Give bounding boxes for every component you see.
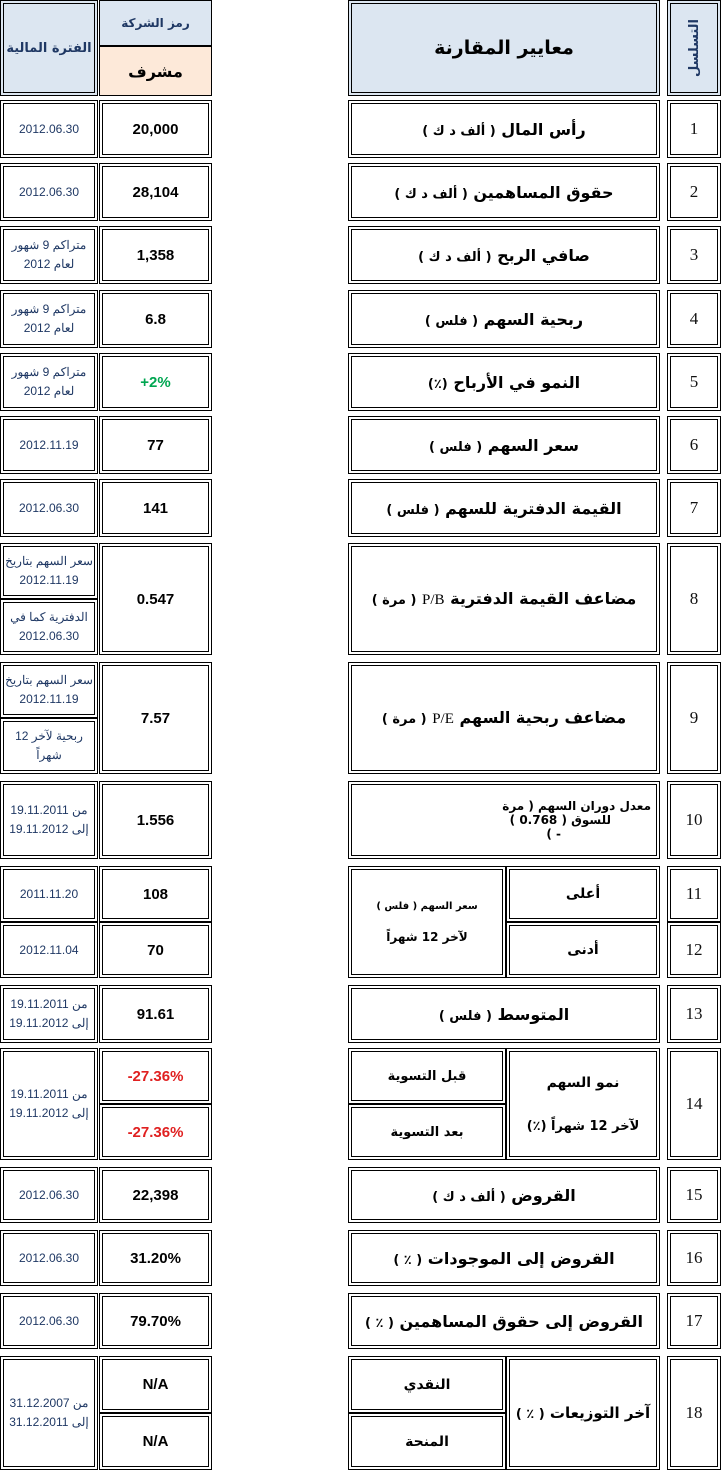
criteria-unit: ( ألف د ك ) <box>422 123 496 139</box>
period-cell <box>0 290 98 348</box>
period-line1: من 19.11.2011 <box>10 997 88 1011</box>
period-text: 2012.06.30 <box>18 1313 80 1328</box>
value-text: 1,358 <box>136 246 175 264</box>
sub-criteria-label: أعلى <box>565 886 601 902</box>
value-cell <box>99 662 212 774</box>
period-line2: لعام 2012 <box>23 257 75 271</box>
criteria-label: رأس المال <box>501 119 586 139</box>
period-line2: شهراً <box>36 748 62 762</box>
serial-cell <box>667 226 721 284</box>
serial-number: 3 <box>689 245 699 264</box>
criteria-cell <box>348 1293 660 1349</box>
period-cell <box>0 1048 98 1160</box>
ratio-code: P/B <box>422 592 445 608</box>
period-line2: لعام 2012 <box>23 384 75 398</box>
period-line2: إلى 31.12.2011 <box>9 1415 89 1429</box>
serial-number: 17 <box>685 1311 703 1330</box>
price-group-line2: لآخر 12 شهراً <box>386 929 468 944</box>
growth-group-line1: نمو السهم <box>546 1074 620 1091</box>
criteria-text <box>386 499 621 518</box>
sub-criteria-label: قبل التسوية <box>387 1068 467 1084</box>
criteria-text <box>393 1249 614 1268</box>
period-cell <box>0 1230 98 1286</box>
value-cell <box>99 1167 212 1223</box>
price-group-line1: سعر السهم ( فلس ) <box>376 900 478 912</box>
period-line2: إلى 19.11.2012 <box>9 822 89 836</box>
period-line2: لعام 2012 <box>23 321 75 335</box>
criteria-cell <box>348 1230 660 1286</box>
period-text: 2012.06.30 <box>18 1187 80 1202</box>
value-cell <box>99 922 212 978</box>
serial-cell <box>667 100 721 158</box>
serial-cell <box>667 922 721 978</box>
value-text: 1.556 <box>136 811 175 829</box>
criteria-label: القروض إلى حقوق المساهمين <box>399 1311 643 1331</box>
value-text: 79.70% <box>130 1312 181 1330</box>
criteria-text <box>382 708 626 728</box>
value-text: 70 <box>147 941 164 959</box>
period-cell <box>0 718 98 774</box>
value-text: 20,000 <box>132 120 179 138</box>
value-cell <box>99 290 212 348</box>
period-line1: الدفترية كما في <box>10 610 88 624</box>
serial-cell <box>667 163 721 221</box>
criteria-unit: (٪) <box>427 376 448 392</box>
serial-cell <box>667 1167 721 1223</box>
serial-cell <box>667 1356 721 1470</box>
price-group-cell <box>348 866 506 978</box>
serial-number: 4 <box>689 309 699 328</box>
value-text: 6.8 <box>145 310 166 328</box>
sub-criteria-cell <box>348 1413 506 1470</box>
serial-cell <box>667 543 721 655</box>
value-text: 108 <box>142 885 169 903</box>
value-cell <box>99 866 212 922</box>
criteria-text <box>428 373 580 392</box>
serial-number: 2 <box>689 182 699 201</box>
serial-number: 12 <box>685 940 703 959</box>
criteria-text <box>429 436 579 455</box>
period-line1: متراكم 9 شهور <box>11 365 87 379</box>
criteria-text <box>422 120 585 139</box>
criteria-cell <box>348 290 660 348</box>
serial-number: 10 <box>685 810 703 829</box>
period-cell <box>0 866 98 922</box>
criteria-label: القيمة الدفترية للسهم <box>445 498 622 518</box>
serial-number: 14 <box>685 1094 703 1113</box>
sub-criteria-label: النقدي <box>403 1376 451 1393</box>
value-cell <box>99 1230 212 1286</box>
criteria-text <box>516 1404 650 1422</box>
criteria-unit: ( فلس ) <box>429 439 483 455</box>
criteria-label: ربحية السهم <box>483 309 584 329</box>
sub-criteria-cell <box>506 866 660 922</box>
period-line2: إلى 19.11.2012 <box>9 1106 89 1120</box>
growth-after-value: -27.36% <box>127 1123 184 1141</box>
sub-criteria-label: المنحة <box>405 1433 449 1450</box>
criteria-cell <box>348 543 660 655</box>
value-cell <box>99 1356 212 1413</box>
period-cell <box>0 416 98 474</box>
serial-cell <box>667 866 721 922</box>
criteria-cell <box>348 163 660 221</box>
criteria-unit: ( مرة ) <box>371 593 417 608</box>
growth-group-cell <box>506 1048 660 1160</box>
serial-number: 18 <box>685 1403 703 1422</box>
period-cell <box>0 543 98 599</box>
criteria-label: آخر التوزيعات <box>549 1404 651 1422</box>
value-text: 77 <box>147 436 164 454</box>
period-text: 2011.11.20 <box>19 886 79 901</box>
value-cell <box>99 416 212 474</box>
period-cell <box>0 1167 98 1223</box>
serial-number: 13 <box>685 1004 703 1023</box>
serial-cell <box>667 416 721 474</box>
criteria-label: المتوسط <box>497 1004 570 1024</box>
sub-criteria-cell <box>506 922 660 978</box>
criteria-unit: ( فلس ) <box>438 1008 492 1024</box>
criteria-line2: للسوق ( 0.768 ) <box>509 813 611 827</box>
serial-number: 7 <box>689 498 699 517</box>
period-text: 2012.11.04 <box>19 942 79 957</box>
period-line1: من 19.11.2011 <box>10 803 88 817</box>
value-text: N/A <box>142 1433 169 1450</box>
criteria-unit: ( ألف د ك ) <box>394 186 468 202</box>
criteria-cell <box>348 479 660 537</box>
period-line1: سعر السهم بتاريخ <box>5 554 93 568</box>
period-cell <box>0 100 98 158</box>
period-header <box>0 0 98 96</box>
criteria-unit: ( ٪ ) <box>393 1252 423 1268</box>
value-cell <box>99 479 212 537</box>
criteria-header-label: معايير المقارنة <box>434 37 574 59</box>
period-text: 2012.06.30 <box>18 184 80 199</box>
criteria-cell <box>348 662 660 774</box>
criteria-unit: ( ألف د ك ) <box>432 1189 506 1205</box>
criteria-text <box>418 246 590 265</box>
period-text: 2012.06.30 <box>18 500 80 515</box>
symbol-label-cell <box>99 0 212 46</box>
sub-criteria-cell <box>348 1048 506 1104</box>
sub-criteria-label: بعد التسوية <box>390 1124 464 1140</box>
criteria-cell <box>348 781 660 859</box>
criteria-text <box>372 589 637 609</box>
criteria-cell <box>348 1167 660 1223</box>
value-text: N/A <box>142 1376 169 1393</box>
symbol-label: رمز الشركة <box>121 16 190 30</box>
criteria-label: مضاعف ربحية السهم <box>459 708 627 727</box>
criteria-cell <box>348 100 660 158</box>
criteria-cell <box>348 985 660 1043</box>
criteria-unit: ( فلس ) <box>424 313 479 329</box>
serial-number: 1 <box>689 119 699 138</box>
company-symbol: مشرف <box>128 61 183 81</box>
value-text: 91.61 <box>136 1005 175 1023</box>
serial-cell <box>667 353 721 411</box>
period-text: 2012.06.30 <box>18 121 80 136</box>
criteria-label: القروض إلى الموجودات <box>427 1248 615 1268</box>
serial-header <box>667 0 721 96</box>
period-line2: 2012.11.19 <box>19 692 79 706</box>
period-cell <box>0 1356 98 1470</box>
period-cell <box>0 922 98 978</box>
serial-number: 6 <box>689 435 699 454</box>
serial-number: 9 <box>689 708 699 727</box>
value-cell <box>99 781 212 859</box>
serial-number: 16 <box>685 1248 703 1267</box>
value-text: 7.57 <box>140 709 171 727</box>
period-cell <box>0 1293 98 1349</box>
serial-number: 11 <box>685 884 703 903</box>
period-line1: ربحية لآخر 12 <box>15 729 83 743</box>
period-cell <box>0 163 98 221</box>
criteria-line1: معدل دوران السهم ( مرة <box>502 799 651 813</box>
period-line1: متراكم 9 شهور <box>11 302 87 316</box>
symbol-value-cell <box>99 46 212 96</box>
serial-cell <box>667 290 721 348</box>
period-cell <box>0 781 98 859</box>
period-line1: سعر السهم بتاريخ <box>5 673 93 687</box>
serial-number: 15 <box>685 1185 703 1204</box>
dividends-group-cell <box>506 1356 660 1470</box>
value-cell <box>99 1293 212 1349</box>
growth-value: +2% <box>140 373 171 391</box>
value-text: 0.547 <box>136 590 175 608</box>
period-text: 2012.06.30 <box>18 1250 80 1265</box>
period-header-label: الفترة المالية <box>6 40 92 56</box>
value-cell <box>99 1413 212 1470</box>
serial-header-label: التسلسل <box>686 18 702 77</box>
value-cell <box>99 1048 212 1104</box>
criteria-cell <box>348 416 660 474</box>
criteria-label: سعر السهم <box>487 435 579 455</box>
period-cell <box>0 353 98 411</box>
criteria-unit: ( فلس ) <box>386 502 440 518</box>
serial-cell <box>667 1048 721 1160</box>
sub-criteria-cell <box>348 1104 506 1160</box>
period-line1: من 31.12.2007 <box>9 1396 89 1410</box>
value-cell <box>99 226 212 284</box>
criteria-label: حقوق المساهمين <box>473 182 614 202</box>
sub-criteria-cell <box>348 1356 506 1413</box>
criteria-header <box>348 0 660 96</box>
serial-cell <box>667 1293 721 1349</box>
serial-cell <box>667 781 721 859</box>
serial-number: 5 <box>689 372 699 391</box>
growth-group-line2: لآخر 12 شهراً (٪) <box>526 1118 640 1134</box>
value-text: 22,398 <box>132 1186 179 1204</box>
criteria-line3: - ) <box>546 827 561 841</box>
growth-before-value: -27.36% <box>127 1067 184 1085</box>
criteria-cell <box>348 353 660 411</box>
period-cell <box>0 226 98 284</box>
ratio-code: P/E <box>432 711 454 727</box>
serial-cell <box>667 985 721 1043</box>
criteria-unit: ( مرة ) <box>381 712 427 727</box>
criteria-unit: ( ٪ ) <box>515 1407 545 1422</box>
criteria-label: القروض <box>511 1185 576 1205</box>
criteria-text <box>425 310 583 329</box>
period-line1: من 19.11.2011 <box>10 1087 88 1101</box>
period-cell <box>0 662 98 718</box>
period-line2: 2012.11.19 <box>19 573 79 587</box>
criteria-label: النمو في الأرباح <box>453 372 581 392</box>
sub-criteria-label: أدنى <box>567 942 599 958</box>
serial-cell <box>667 479 721 537</box>
period-cell <box>0 985 98 1043</box>
criteria-text <box>439 1005 569 1024</box>
criteria-label: مضاعف القيمة الدفترية <box>450 589 637 608</box>
serial-number: 8 <box>689 589 699 608</box>
criteria-text <box>365 1312 643 1331</box>
value-cell <box>99 985 212 1043</box>
value-text: 31.20% <box>130 1249 181 1267</box>
period-line2: 2012.06.30 <box>18 629 80 643</box>
criteria-label: صافي الربح <box>497 245 590 265</box>
value-cell <box>99 163 212 221</box>
value-cell <box>99 100 212 158</box>
period-line1: متراكم 9 شهور <box>11 238 87 252</box>
value-cell <box>99 353 212 411</box>
serial-cell <box>667 662 721 774</box>
value-cell <box>99 1104 212 1160</box>
serial-cell <box>667 1230 721 1286</box>
value-cell <box>99 543 212 655</box>
period-text: 2012.11.19 <box>19 437 79 452</box>
criteria-text <box>432 1186 575 1205</box>
period-cell <box>0 479 98 537</box>
criteria-unit: ( ألف د ك ) <box>418 249 492 265</box>
value-text: 141 <box>142 499 169 517</box>
period-cell <box>0 599 98 655</box>
criteria-unit: ( ٪ ) <box>365 1315 394 1331</box>
value-text: 28,104 <box>132 183 179 201</box>
criteria-text <box>394 183 613 202</box>
period-line2: إلى 19.11.2012 <box>9 1016 89 1030</box>
criteria-cell <box>348 226 660 284</box>
